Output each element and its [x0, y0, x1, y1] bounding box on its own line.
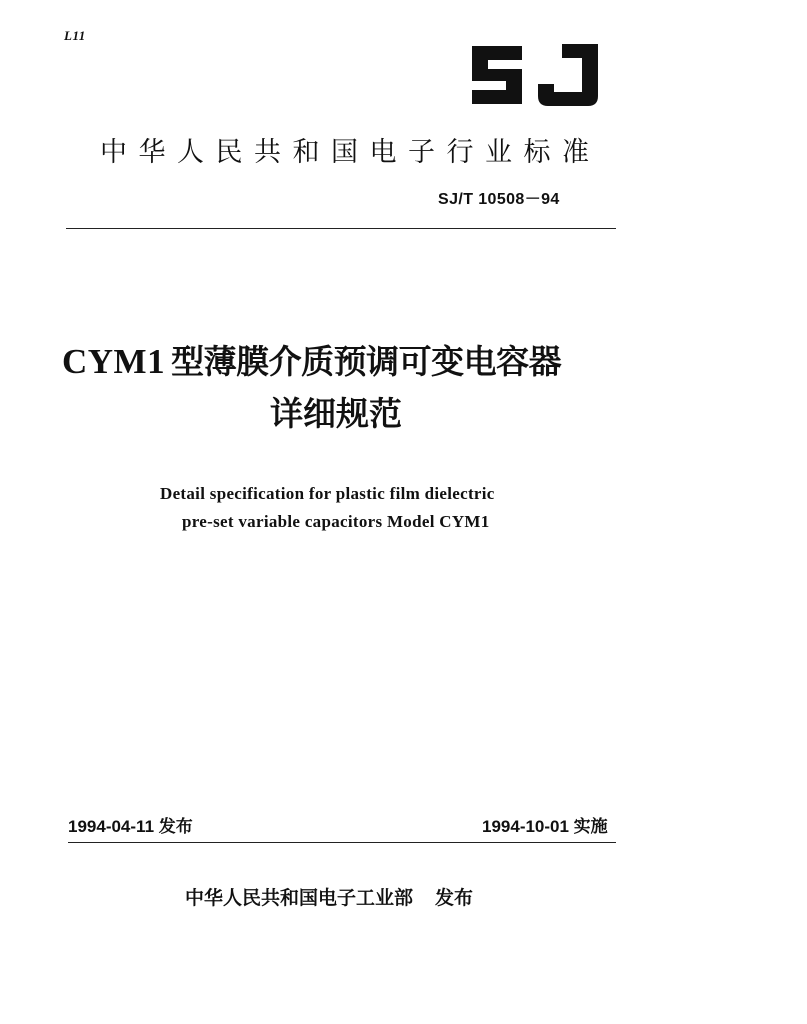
title-zh-text: 型薄膜介质预调可变电容器 — [171, 342, 562, 381]
issue-date: 1994-04-11 发布 — [68, 817, 193, 836]
footer-divider — [68, 842, 616, 843]
effective-date: 1994-10-01 实施 — [482, 817, 608, 836]
issuer-name: 中华人民共和国电子工业部 — [185, 887, 414, 909]
sj-logo — [466, 40, 602, 110]
classification-code: L11 — [64, 28, 86, 43]
title-model-prefix: CYM1 — [62, 342, 166, 381]
issuing-authority — [185, 883, 473, 910]
issuer-action: 发布 — [435, 887, 474, 909]
english-title-line2: pre-set variable capacitors Model CYM1 — [182, 512, 490, 531]
header-divider — [66, 228, 616, 229]
standard-number: SJ/T 10508－94 — [438, 191, 560, 208]
chinese-title-line1 — [62, 336, 561, 383]
chinese-title-line2: 详细规范 — [270, 394, 402, 433]
standard-category: 中华人民共和国电子行业标准 — [100, 137, 601, 168]
english-title-line1: Detail specification for plastic film dielectric — [160, 484, 495, 503]
